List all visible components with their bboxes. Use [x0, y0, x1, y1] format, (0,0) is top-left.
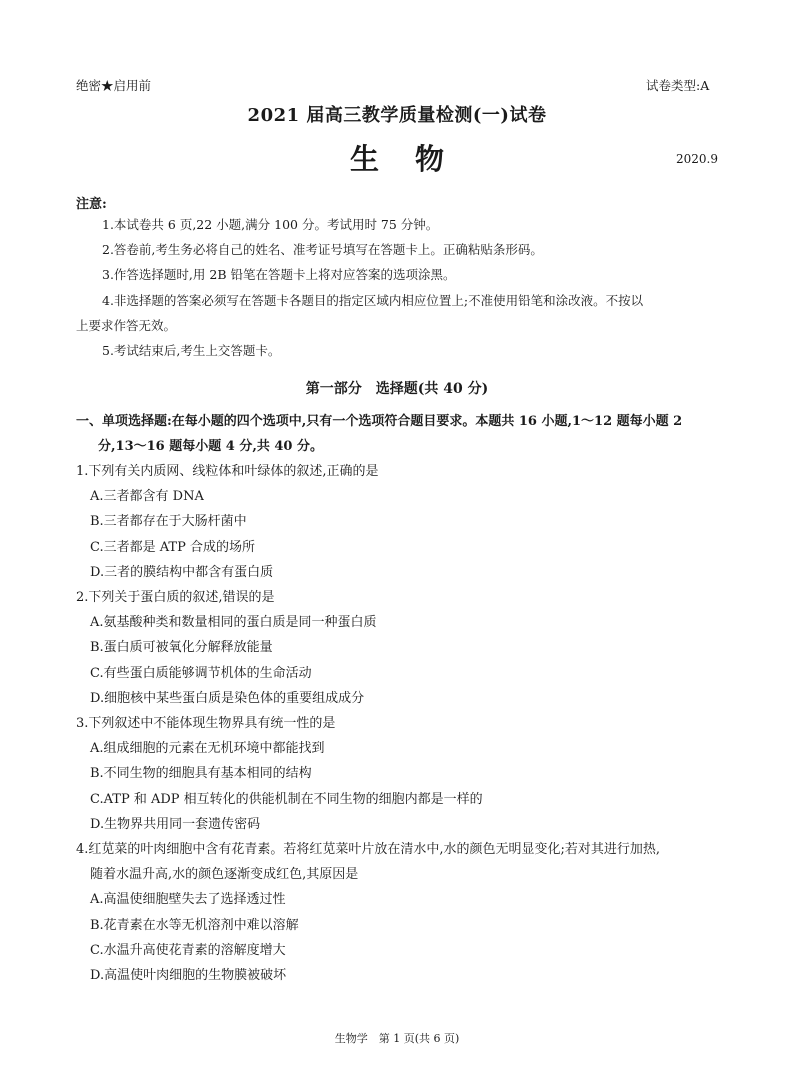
- question-option: B.不同生物的细胞具有基本相同的结构: [90, 766, 312, 781]
- question-option: C.有些蛋白质能够调节机体的生命活动: [90, 666, 312, 681]
- question-stem: 3.下列叙述中不能体现生物界具有统一性的是: [76, 716, 336, 731]
- confidential-mark: 绝密★启用前: [76, 78, 152, 93]
- question-stem: 2.下列关于蛋白质的叙述,错误的是: [76, 590, 275, 605]
- question-option: C.ATP 和 ADP 相互转化的供能机制在不同生物的细胞内都是一样的: [90, 792, 483, 807]
- exam-title: 2021 届高三教学质量检测(一)试卷: [247, 105, 547, 126]
- notice-item: 2.答卷前,考生务必将自己的姓名、准考证号填写在答题卡上。正确粘贴条形码。: [102, 242, 543, 257]
- question-option: D.生物界共用同一套遗传密码: [90, 817, 261, 832]
- question-stem: 4.红苋菜的叶肉细胞中含有花青素。若将红苋菜叶片放在清水中,水的颜色无明显变化;若对其进行加热,: [76, 842, 661, 857]
- question-option: D.高温使叶肉细胞的生物膜被破坏: [90, 968, 287, 983]
- notice-label: 注意:: [76, 197, 107, 212]
- question-option: A.组成细胞的元素在无机环境中都能找到: [90, 741, 325, 756]
- page-footer: 生物学 第 1 页(共 6 页): [334, 1032, 460, 1045]
- question-option: A.氨基酸种类和数量相同的蛋白质是同一种蛋白质: [90, 615, 377, 630]
- question-option: C.三者都是 ATP 合成的场所: [90, 540, 255, 555]
- question-option: D.三者的膜结构中都含有蛋白质: [90, 565, 274, 580]
- exam-subject: 生物: [349, 142, 480, 176]
- paper-type: 试卷类型:A: [646, 78, 710, 93]
- question-stem: 1.下列有关内质网、线粒体和叶绿体的叙述,正确的是: [76, 464, 379, 479]
- question-option: D.细胞核中某些蛋白质是染色体的重要组成成分: [90, 691, 365, 706]
- section-heading: 第一部分 选择题(共 40 分): [305, 381, 489, 397]
- notice-item: 1.本试卷共 6 页,22 小题,满分 100 分。考试用时 75 分钟。: [102, 217, 439, 232]
- notice-item: 3.作答选择题时,用 2B 铅笔在答题卡上将对应答案的选项涂黑。: [102, 267, 456, 282]
- exam-date: 2020.9: [676, 152, 718, 166]
- question-stem: 随着水温升高,水的颜色逐渐变成红色,其原因是: [90, 867, 359, 882]
- question-option: C.水温升高使花青素的溶解度增大: [90, 943, 286, 958]
- question-option: B.花青素在水等无机溶剂中难以溶解: [90, 918, 299, 933]
- question-option: A.三者都含有 DNA: [90, 489, 204, 504]
- section-instruction: 一、单项选择题:在每小题的四个选项中,只有一个选项符合题目要求。本题共 16 小题,1～12 题每小题 2: [76, 414, 683, 429]
- notice-item: 上要求作答无效。: [76, 318, 177, 333]
- notice-item: 4.非选择题的答案必须写在答题卡各题目的指定区域内相应位置上;不准使用铅笔和涂改液。不按以: [102, 293, 644, 308]
- question-option: B.蛋白质可被氧化分解释放能量: [90, 640, 273, 655]
- section-instruction: 分,13～16 题每小题 4 分,共 40 分。: [98, 439, 323, 454]
- question-option: B.三者都存在于大肠杆菌中: [90, 514, 247, 529]
- notice-item: 5.考试结束后,考生上交答题卡。: [102, 343, 281, 358]
- question-option: A.高温使细胞壁失去了选择透过性: [90, 892, 286, 907]
